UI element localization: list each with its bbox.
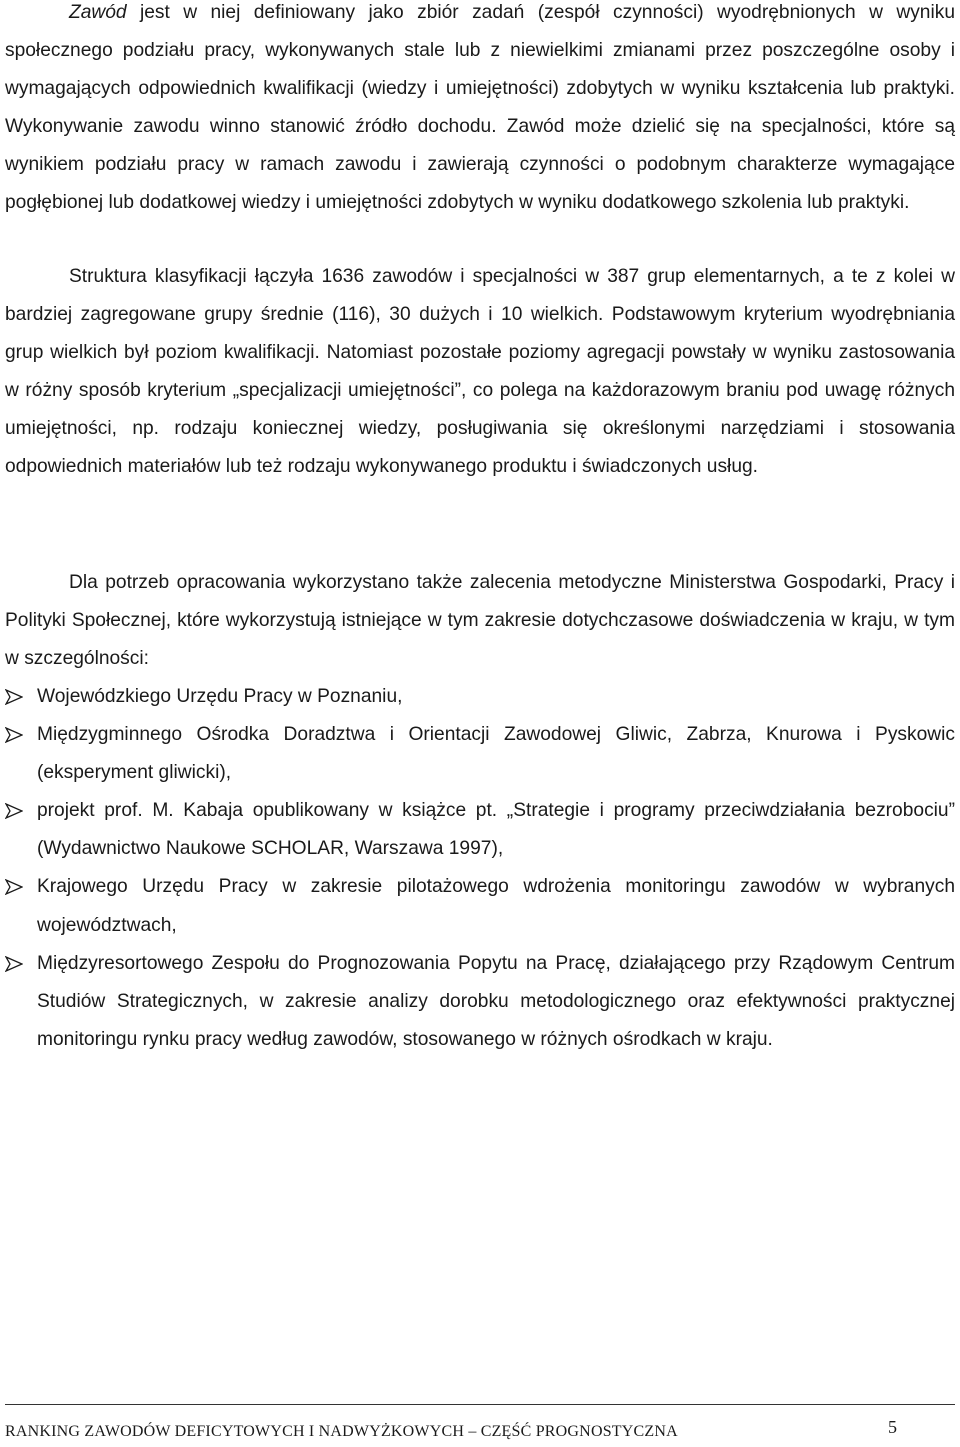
arrowhead-bullet-icon (5, 956, 23, 972)
source-list (5, 678, 955, 1059)
list-item-text: Międzygminnego Ośrodka Doradztwa i Orientacji Zawodowej Gliwic, Zabrza, Knurowa i Pyskowic (eksperyment gliwicki), (37, 724, 955, 784)
footer-divider (5, 1404, 955, 1405)
term-zawod: Zawód (69, 2, 127, 23)
arrowhead-bullet-icon (5, 879, 23, 895)
paragraph-definition (5, 0, 955, 223)
list-item (5, 868, 955, 944)
list-item-text: projekt prof. M. Kabaja opublikowany w książce pt. „Strategie i programy przeciwdziałania bezrobociu” (Wydawnictwo Naukowe SCHOLAR, Warszawa 1997), (37, 800, 955, 860)
list-item (5, 792, 955, 868)
paragraph-methodology: Dla potrzeb opracowania wykorzystano także zalecenia metodyczne Ministerstwa Gospodarki, Pracy i Polityki Społecznej, które wykorzystują istniejące w tym zakresie dotychczasowe doświadczenia w kraju, w tym w szczególności: (5, 572, 955, 670)
paragraph-structure: Struktura klasyfikacji łączyła 1636 zawodów i specjalności w 387 grup elementarnych, a te z kolei w bardziej zagregowane grupy średnie (116), 30 dużych i 10 wielkich. Podstawowym kryterium wyodrębniania grup wielkich był poziom kwalifikacji. Natomiast pozostałe poziomy agregacji powstały w wyniku zastosowania w różny sposób kryterium „specjalizacji umiejętności”, co polega na każdorazowym braniu pod uwagę różnych umiejętności, np. rodzaju koniecznej wiedzy, posługiwania się określonymi narzędziami i stosowania odpowiednich materiałów lub też rodzaju wykonywanego produktu i świadczonych usług. (5, 266, 955, 478)
arrowhead-bullet-icon (5, 689, 23, 705)
page-number: 5 (888, 1417, 897, 1437)
list-item-text: Krajowego Urzędu Pracy w zakresie pilotażowego wdrożenia monitoringu zawodów w wybranych województwach, (37, 876, 955, 936)
list-item (5, 678, 955, 716)
list-item-text: Międzyresortowego Zespołu do Prognozowania Popytu na Pracę, działającego przy Rządowym Centrum Studiów Strategicznych, w zakresie analizy dorobku metodologicznego oraz efektywności praktycznej monitoringu rynku pracy według zawodów, stosowanego w różnych ośrodkach w kraju. (37, 952, 955, 1050)
list-item (5, 716, 955, 792)
footer-title: RANKING ZAWODÓW DEFICYTOWYCH I NADWYŻKOWYCH – CZĘŚĆ PROGNOSTYCZNA (5, 1423, 678, 1440)
arrowhead-bullet-icon (5, 727, 23, 743)
paragraph-definition-text: jest w niej definiowany jako zbiór zadań (zespół czynności) wyodrębnionych w wyniku społecznego podziału pracy, wykonywanych stale lub z niewielkimi zmianami przez poszczególne osoby i wymagających odpowiednich kwalifikacji (wiedzy i umiejętności) zdobytych w wyniku kształcenia lub praktyki. Wykonywanie zawodu winno stanowić źródło dochodu. Zawód może dzielić się na specjalności, które są wynikiem podziału pracy w ramach zawodu i zawierają czynności o podobnym charakterze wymagające pogłębionej lub dodatkowej wiedzy i umiejętności zdobytych w wyniku dodatkowego szkolenia lub praktyki. (5, 2, 955, 214)
list-item (5, 945, 955, 1059)
list-item-text: Wojewódzkiego Urzędu Pracy w Poznaniu, (37, 686, 403, 707)
arrowhead-bullet-icon (5, 803, 23, 819)
